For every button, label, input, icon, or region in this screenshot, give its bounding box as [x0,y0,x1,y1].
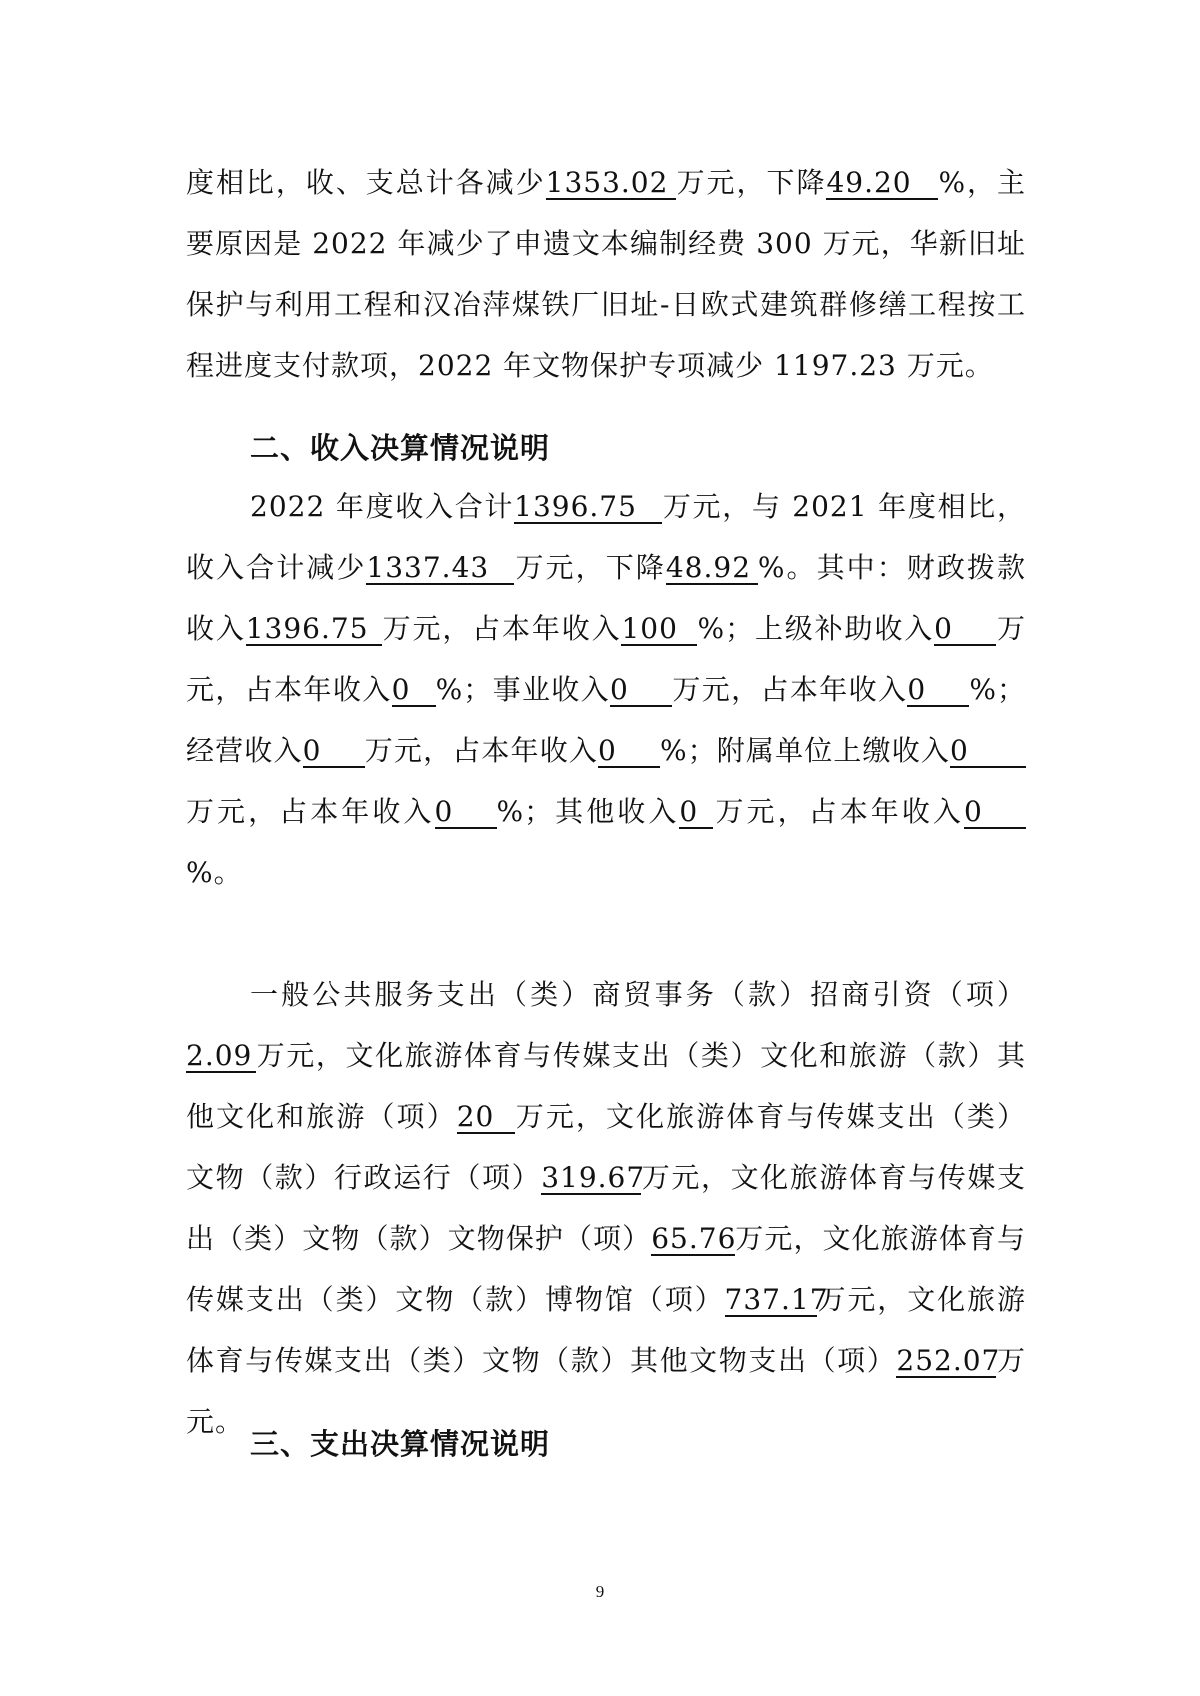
paragraph-expenditure-detail [186,964,1026,1452]
text-segment: 万元。 [186,1344,1026,1438]
text-segment: 万元，占本年收入 [364,734,599,767]
value-operating-income: 0 [303,736,365,768]
text-segment: 万元，文化旅游体育与传媒支出（类）文物（款）其他文物支出（项） [186,1283,1026,1377]
section-heading-expenditure: 三、支出决算情况说明 [250,1427,551,1461]
text-segment: 万元，下降 [675,166,827,199]
value-total-decrease: 1353.02 [546,168,676,200]
value-fiscal-share: 100 [621,614,697,646]
value-superior-subsidy: 0 [934,614,996,646]
text-segment: %；附属单位上缴收入 [660,734,950,767]
value-income-total: 1396.75 [514,492,662,524]
paragraph-summary [186,152,1026,396]
section-heading-income: 二、收入决算情况说明 [250,431,551,465]
text-segment: 万元，下降 [514,551,666,584]
text-segment: %；上级补助收入 [697,612,935,645]
paragraph-expenditure-items [186,964,1026,1452]
text-segment: 万元，占本年收入 [186,795,435,828]
text-segment: 度相比，收、支总计各减少 [186,166,546,199]
value-decline-percent: 49.20 [826,168,938,200]
value-other-income: 0 [679,797,713,829]
value-cultural-relic-protection: 65.76 [651,1222,737,1255]
text-segment: 万元，文化旅游体育与传媒支出（类）文化和旅游（款）其他文化和旅游（项） [186,1039,1026,1133]
value-investment-promotion: 2.09 [186,1041,256,1073]
text-segment: 万元，与 2021 年度相比，收入合计减少 [186,490,1026,584]
value-business-income-share: 0 [907,675,969,707]
value-business-income: 0 [610,675,672,707]
value-administrative-operation: 319.67 [541,1161,646,1194]
value-income-decrease: 1337.43 [366,553,514,585]
paragraph-income-detail [186,476,1026,903]
text-segment: 万元，文化旅游体育与传媒支出（类）文物（款）博物馆（项） [186,1222,1026,1316]
value-affiliated-unit-income: 0 [950,736,1026,768]
text-segment: %，主要原因是 2022 年减少了申遗文本编制经费 300 万元，华新旧址保护与利用工程和汉冶萍煤铁厂旧址-日欧式建筑群修缮工程按工程进度支付款项，2022 年文物保护专项减少 1197.23 万元。 [186,166,1026,382]
value-operating-income-share: 0 [598,736,660,768]
text-segment: 万元，占本年收入 [672,673,908,706]
text-segment: %。 [186,856,243,889]
text-segment: 一般公共服务支出（类）商贸事务（款）招商引资（项） [250,978,1026,1011]
value-other-culture-tourism: 20 [457,1102,515,1134]
text-segment: 万元，文化旅游体育与传媒支出（类）文物（款）行政运行（项） [186,1100,1026,1194]
text-segment: %；事业收入 [435,673,611,706]
value-other-income-share: 0 [964,797,1026,829]
text-segment: 2022 年度收入合计 [250,490,515,523]
value-income-decline-percent: 48.92 [666,553,758,585]
value-affiliated-unit-share: 0 [435,797,497,829]
value-other-cultural-relic-expense: 252.07 [896,1344,1001,1377]
text-segment: %；经营收入 [186,673,1026,767]
value-fiscal-appropriation: 1396.75 [246,614,382,646]
paragraph-total-change [186,152,1026,396]
text-segment: 万元，占本年收入 [186,612,1026,706]
text-segment: %；其他收入 [496,795,680,828]
value-museum: 737.17 [724,1283,829,1316]
paragraph-income [186,476,1026,903]
page-number: 9 [595,1582,605,1601]
text-segment: 万元，占本年收入 [381,612,622,645]
text-segment: %。其中：财政拨款收入 [186,551,1026,645]
text-segment: 万元，文化旅游体育与传媒支出（类）文物（款）文物保护（项） [186,1161,1026,1255]
text-segment: 万元，占本年收入 [713,795,964,828]
value-superior-subsidy-share: 0 [392,675,436,707]
